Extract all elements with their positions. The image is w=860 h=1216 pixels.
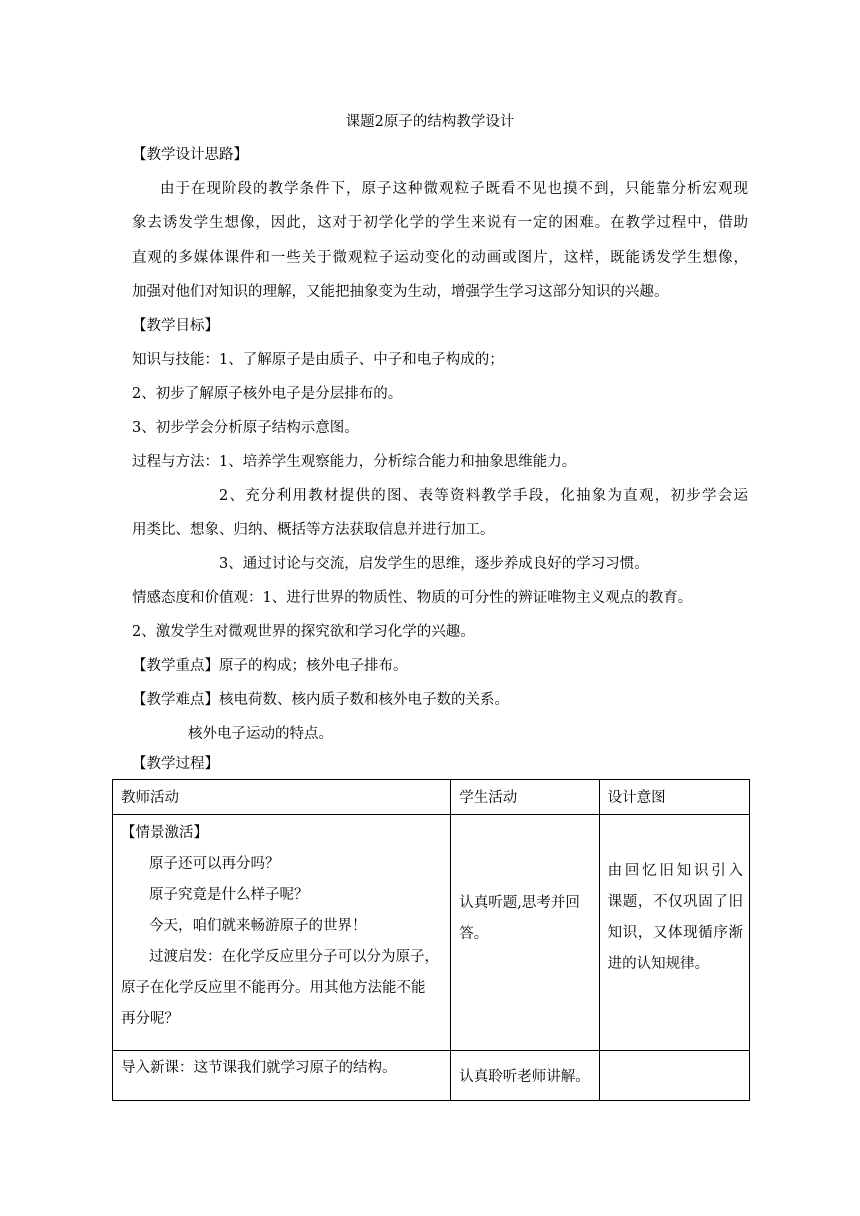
table-row: [113, 1051, 750, 1101]
intent-line: 进的认知规律。: [607, 955, 710, 972]
header-student-activity: 学生活动: [451, 780, 599, 815]
design-intent-cell: [599, 815, 749, 1051]
intent-line: 知识，又体现循序渐: [607, 924, 743, 941]
process-objective-3: 3、通过讨论与交流，启发学生的思维，逐步养成良好的学习习惯。: [219, 556, 649, 572]
design-idea-line-2: 象去诱发学生想像，因此，这对于初学化学的学生来说有一定的困难。在教学过程中，借助: [132, 215, 748, 231]
header-design-intent: 设计意图: [599, 780, 749, 815]
teacher-line: 再分呢？: [121, 1011, 179, 1027]
design-idea-line-1: 由于在现阶段的教学条件下，原子这种微观粒子既看不见也摸不到，只能靠分析宏观现: [160, 181, 748, 197]
knowledge-objective-2: 2、初步了解原子核外电子是分层排布的。: [132, 386, 403, 402]
difficulties-line-2: 核外电子运动的特点。: [188, 726, 333, 742]
table-header-row: [113, 780, 750, 815]
process-objective-2b: 用类比、想象、归纳、概括等方法获取信息并进行加工。: [132, 522, 495, 538]
design-idea-heading: 【教学设计思路】: [132, 147, 248, 163]
teacher-line: 原子还可以再分吗？: [149, 856, 280, 872]
intent-line: 由回忆旧知识引入: [607, 862, 743, 879]
key-points: 【教学重点】原子的构成；核外电子排布。: [132, 658, 408, 674]
student-activity-cell: [451, 815, 599, 1051]
process-objective-1: 过程与方法：1、培养学生观察能力，分析综合能力和抽象思维能力。: [132, 454, 577, 470]
emotion-objective-1: 情感态度和价值观：1、进行世界的物质性、物质的可分性的辨证唯物主义观点的教育。: [132, 590, 693, 606]
table-row: [113, 815, 750, 1051]
teacher-activity-cell: 导入新课：这节课我们就学习原子的结构。: [113, 1051, 451, 1101]
lesson-process-table: [112, 779, 750, 1101]
knowledge-objective-3: 3、初步学会分析原子结构示意图。: [132, 420, 359, 436]
emotion-objective-2: 2、激发学生对微观世界的探究欲和学习化学的兴趣。: [132, 624, 475, 640]
difficulties-line-1: 【教学难点】核电荷数、核内质子数和核外电子数的关系。: [132, 692, 509, 708]
teacher-line: 【情景激活】: [121, 825, 208, 841]
student-activity-cell: 认真聆听老师讲解。: [451, 1051, 599, 1101]
student-line: 认真听题,思考并回: [459, 894, 580, 911]
teacher-line: 原子究竟是什么样子呢？: [149, 887, 309, 903]
document-title: 课题2原子的结构教学设计: [345, 114, 515, 130]
header-teacher-activity: 教师活动: [113, 780, 451, 815]
knowledge-objective-1: 知识与技能：1、了解原子是由质子、中子和电子构成的；: [132, 352, 504, 368]
design-intent-cell: [599, 1051, 749, 1101]
student-line: 答。: [459, 925, 489, 942]
process-objective-2a: 2、充分利用教材提供的图、表等资料教学手段，化抽象为直观，初步学会运: [219, 488, 748, 504]
design-idea-line-4: 加强对他们对知识的理解，又能把抽象变为生动，增强学生学习这部分知识的兴趣。: [132, 284, 669, 300]
teacher-line: 原子在化学反应里不能再分。用其他方法能不能: [121, 980, 426, 996]
design-idea-line-3: 直观的多媒体课件和一些关于微观粒子运动变化的动画或图片，这样，既能诱发学生想像，: [132, 250, 748, 266]
teacher-activity-cell: [113, 815, 451, 1051]
process-heading: 【教学过程】: [132, 756, 219, 772]
teacher-line: 今天，咱们就来畅游原子的世界！: [149, 918, 367, 934]
intent-line: 课题，不仅巩固了旧: [607, 893, 743, 910]
objectives-heading: 【教学目标】: [132, 318, 219, 334]
teacher-line: 过渡启发：在化学反应里分子可以分为原子，: [149, 949, 439, 965]
